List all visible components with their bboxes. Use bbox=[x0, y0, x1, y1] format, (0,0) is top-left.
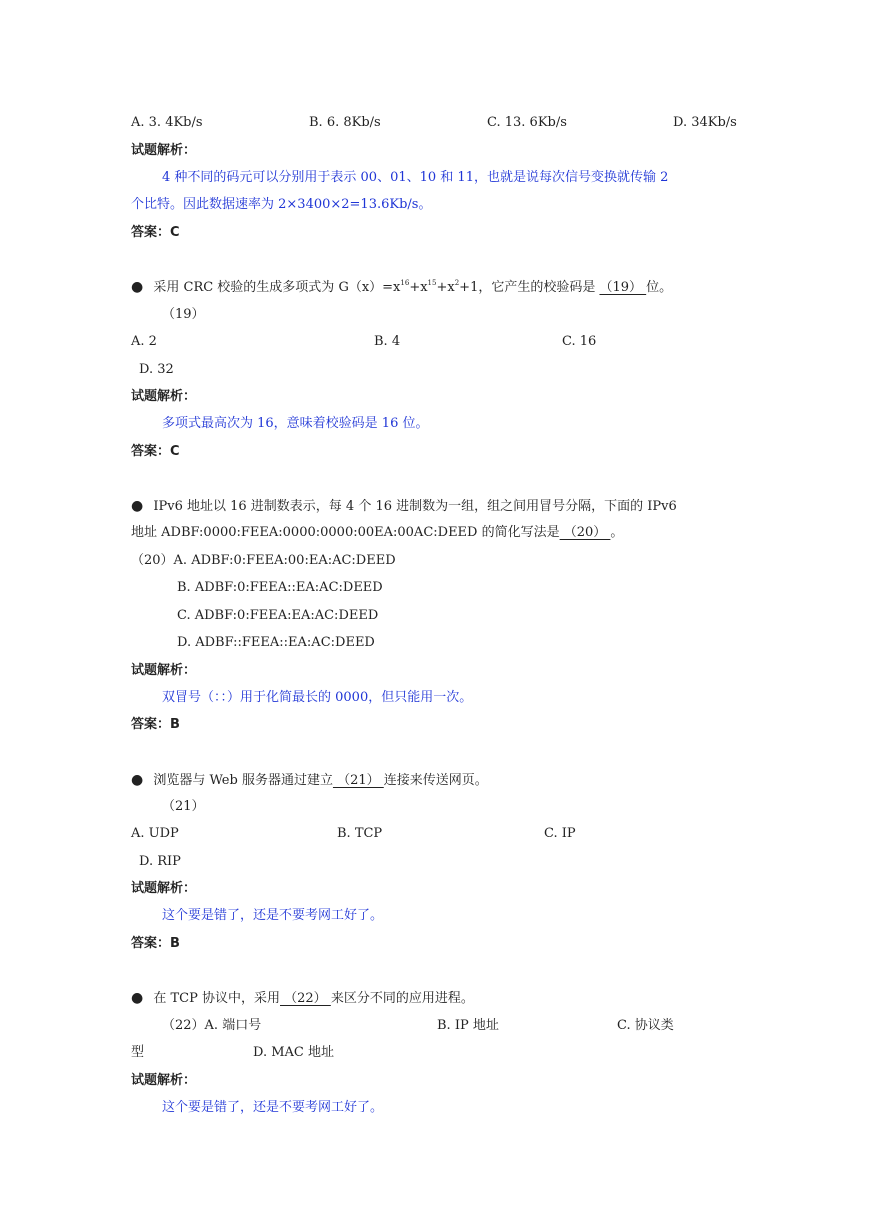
question-stem bbox=[131, 279, 672, 296]
option-b: B. IP 地址 bbox=[437, 1018, 499, 1033]
option-c-wrap: 型 bbox=[131, 1045, 145, 1060]
question-stem-line2 bbox=[131, 525, 623, 541]
question-stem bbox=[131, 772, 488, 789]
stem-text: 在 TCP 协议中，采用 bbox=[153, 991, 280, 1006]
analysis-label: 试题解析： bbox=[131, 663, 197, 678]
answer-blank: （22） bbox=[280, 991, 331, 1006]
option-b: B. 4 bbox=[374, 334, 401, 349]
exponent: 15 bbox=[427, 279, 437, 287]
analysis-label: 试题解析： bbox=[131, 1073, 197, 1088]
exponent: 2 bbox=[454, 279, 460, 287]
stem-text: 采用 CRC 校验的生成多项式为 G（x）=x bbox=[153, 280, 401, 295]
analysis-text: 双冒号（：：）用于化简最长的 0000，但只能用一次。 bbox=[162, 690, 473, 705]
stem-text: IPv6 地址以 16 进制数表示，每 4 个 16 进制数为一组，组之间用冒号分隔，下面的 IPv6 bbox=[153, 499, 677, 514]
option-d: D. RIP bbox=[139, 854, 181, 869]
answer-blank: （19） bbox=[599, 280, 647, 295]
bullet-icon: ● bbox=[131, 990, 144, 1006]
option-d: D. MAC 地址 bbox=[253, 1045, 335, 1060]
analysis-text: 4 种不同的码元可以分别用于表示 00、01、10 和 11，也就是说每次信号变换就传输 2 bbox=[162, 170, 669, 185]
stem-text: 。 bbox=[610, 525, 624, 540]
bullet-icon: ● bbox=[131, 498, 144, 514]
sub-question-number: （19） bbox=[162, 307, 205, 322]
stem-text: 位。 bbox=[646, 280, 673, 295]
option-a: A. 3. 4Kb/s bbox=[131, 115, 203, 130]
stem-text: +1，它产生的校验码是 bbox=[459, 280, 600, 295]
question-stem bbox=[131, 498, 677, 515]
option-c: C. ADBF:0:FEEA:EA:AC:DEED bbox=[177, 608, 379, 623]
option-a: （20）A. ADBF:0:FEEA:00:EA:AC:DEED bbox=[131, 553, 396, 568]
analysis-label: 试题解析： bbox=[131, 389, 197, 404]
answer: 答案：C bbox=[131, 225, 180, 240]
analysis-label: 试题解析： bbox=[131, 881, 197, 896]
option-d: D. 34Kb/s bbox=[673, 115, 737, 130]
answer: 答案：B bbox=[131, 936, 180, 951]
option-a: A. 2 bbox=[131, 334, 157, 349]
stem-text: 浏览器与 Web 服务器通过建立 bbox=[153, 773, 333, 788]
stem-text: +x bbox=[409, 280, 428, 295]
answer: 答案：C bbox=[131, 444, 180, 459]
option-d: D. 32 bbox=[139, 362, 174, 377]
answer-blank: （21） bbox=[332, 773, 384, 788]
analysis-text: 多项式最高次为 16，意味着校验码是 16 位。 bbox=[162, 416, 429, 431]
stem-text: 连接来传送网页。 bbox=[383, 773, 488, 788]
question-stem bbox=[131, 990, 474, 1007]
option-b: B. ADBF:0:FEEA::EA:AC:DEED bbox=[177, 580, 383, 595]
option-c: C. 13. 6Kb/s bbox=[487, 115, 567, 130]
option-c: C. 协议类 bbox=[617, 1018, 674, 1033]
option-d: D. ADBF::FEEA::EA:AC:DEED bbox=[177, 635, 375, 650]
stem-text: 地址 ADBF:0000:FEEA:0000:0000:00EA:00AC:DEED 的简化写法是 bbox=[131, 525, 560, 540]
analysis-text: 这个要是错了，还是不要考网工好了。 bbox=[162, 908, 384, 923]
stem-text: 来区分不同的应用进程。 bbox=[330, 991, 474, 1006]
analysis-text: 这个要是错了，还是不要考网工好了。 bbox=[162, 1100, 384, 1115]
answer: 答案：B bbox=[131, 717, 180, 732]
option-a: A. UDP bbox=[131, 826, 179, 841]
exponent: 16 bbox=[400, 279, 410, 287]
option-b: B. 6. 8Kb/s bbox=[309, 115, 381, 130]
bullet-icon: ● bbox=[131, 772, 144, 788]
option-c: C. IP bbox=[544, 826, 576, 841]
option-c: C. 16 bbox=[562, 334, 597, 349]
stem-text: +x bbox=[436, 280, 455, 295]
analysis-text: 个比特。因此数据速率为 2×3400×2=13.6Kb/s。 bbox=[131, 197, 432, 212]
bullet-icon: ● bbox=[131, 279, 144, 295]
option-a: （22）A. 端口号 bbox=[162, 1018, 262, 1033]
analysis-label: 试题解析： bbox=[131, 143, 197, 158]
option-b: B. TCP bbox=[337, 826, 383, 841]
answer-blank: （20） bbox=[559, 525, 611, 540]
sub-question-number: （21） bbox=[162, 799, 205, 814]
